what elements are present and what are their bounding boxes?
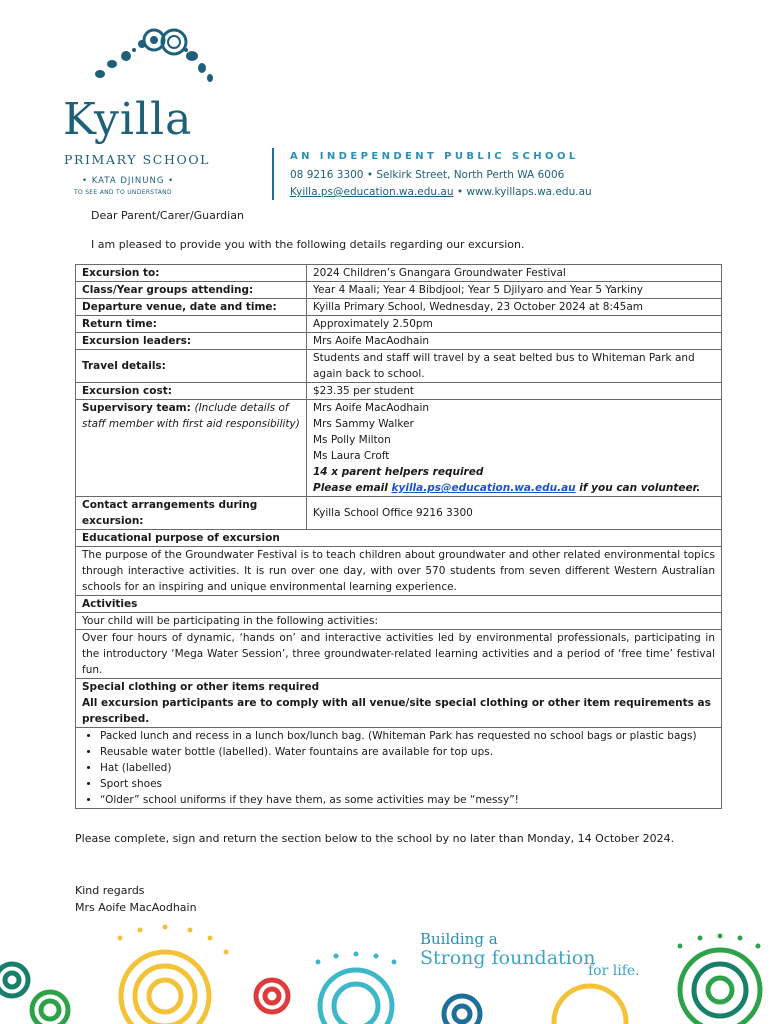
school-logo-artwork (82, 22, 222, 92)
section-body-row (76, 630, 722, 679)
row-label: Class/Year groups attending: (76, 282, 307, 299)
header-divider (272, 148, 274, 200)
row-label: Departure venue, date and time: (76, 299, 307, 316)
table-row (76, 383, 722, 400)
row-label: Travel details: (76, 350, 307, 383)
items-list (82, 728, 715, 808)
row-value (307, 400, 722, 497)
table-row (76, 282, 722, 299)
clothing-section (76, 679, 722, 728)
footer-slogan-line2: Strong foundation (420, 947, 596, 969)
volunteer-email-link[interactable]: kyilla.ps@education.wa.edu.au (391, 482, 576, 494)
row-label: Excursion to: (76, 265, 307, 282)
school-subtitle: PRIMARY SCHOOL (64, 152, 211, 167)
row-value: $23.35 per student (307, 383, 722, 400)
sign-off (75, 882, 197, 916)
table-row (76, 316, 722, 333)
volunteer-suffix: if you can volunteer. (575, 482, 701, 494)
footer-slogan-line3: for life. (588, 963, 640, 979)
section-body-row (76, 613, 722, 630)
volunteer-note (313, 480, 715, 496)
section-heading-row (76, 530, 722, 547)
list-item: • Hat (labelled) (100, 760, 715, 776)
school-tagline: TO SEE AND TO UNDERSTAND (74, 189, 172, 196)
row-value: Approximately 2.50pm (307, 316, 722, 333)
row-label (76, 400, 307, 497)
clothing-rule: All excursion participants are to comply with all venue/site special clothing or other item requirements as prescribed. (82, 697, 711, 725)
row-value: Mrs Aoife MacAodhain (307, 333, 722, 350)
edu-heading: Educational purpose of excursion (76, 530, 722, 547)
supervisory-label: Supervisory team: (82, 402, 191, 414)
school-name: Kyilla (63, 94, 193, 145)
school-contact-links (290, 186, 592, 198)
table-row (76, 333, 722, 350)
school-motto: • KATA DJINUNG • (82, 176, 175, 186)
table-row-supervisory (76, 400, 722, 497)
footer-slogan-line1: Building a (420, 930, 498, 948)
row-label: Return time: (76, 316, 307, 333)
team-member: Mrs Sammy Walker (313, 418, 414, 430)
team-member: Mrs Aoife MacAodhain (313, 402, 430, 414)
helpers-required: 14 x parent helpers required (313, 466, 484, 478)
supervisory-note: (Include details of staff member with first aid responsibility) (82, 402, 300, 430)
volunteer-prefix: Please email (313, 482, 392, 494)
excursion-details-table (75, 264, 722, 809)
list-item: • Reusable water bottle (labelled). Water fountains are available for top ups. (100, 744, 715, 760)
section-body-row (76, 728, 722, 809)
table-row (76, 265, 722, 282)
row-value: Kyilla School Office 9216 3300 (307, 497, 722, 530)
kind-regards: Kind regards (75, 884, 145, 897)
section-body-row (76, 547, 722, 596)
activities-text: Over four hours of dynamic, ‘hands on’ and interactive activities led by environmental professionals, participating in the introductory ‘Mega Water Session’, three groundwater-related learning activities and a period of ‘free time’ festival fun. (76, 630, 722, 679)
letter-greeting: Dear Parent/Carer/Guardian (91, 209, 244, 222)
contact-separator: • (453, 186, 467, 198)
row-label: Contact arrangements during excursion: (76, 497, 307, 530)
signatory: Mrs Aoife MacAodhain (75, 901, 197, 914)
team-member: Ms Polly Milton (313, 434, 391, 446)
letter-intro: I am pleased to provide you with the following details regarding our excursion. (91, 238, 525, 251)
section-heading-row (76, 596, 722, 613)
table-row (76, 350, 722, 383)
row-label: Excursion cost: (76, 383, 307, 400)
independent-school-label: AN INDEPENDENT PUBLIC SCHOOL (290, 151, 579, 162)
activities-intro: Your child will be participating in the following activities: (76, 613, 722, 630)
section-heading-row (76, 679, 722, 728)
footer-artwork (0, 918, 770, 1024)
row-value: Kyilla Primary School, Wednesday, 23 October 2024 at 8:45am (307, 299, 722, 316)
table-row (76, 299, 722, 316)
row-value: Year 4 Maali; Year 4 Bibdjool; Year 5 Djilyaro and Year 5 Yarkiny (307, 282, 722, 299)
items-cell (76, 728, 722, 809)
list-item: • “Older” school uniforms if they have them, as some activities may be “messy”! (100, 792, 715, 808)
edu-text: The purpose of the Groundwater Festival is to teach children about groundwater and other related environmental topics through interactive activities. It is run over one day, with over 570 students from seven different Western Australian schools for an inspiring and unique environmental learning experience. (76, 547, 722, 596)
list-item: • Packed lunch and recess in a lunch box/lunch bag. (Whiteman Park has requested no school bags or plastic bags) (100, 728, 715, 744)
row-label: Excursion leaders: (76, 333, 307, 350)
list-item: • Sport shoes (100, 776, 715, 792)
team-member: Ms Laura Croft (313, 450, 390, 462)
table-row (76, 497, 722, 530)
clothing-heading: Special clothing or other items required (82, 681, 320, 693)
row-value: 2024 Children’s Gnangara Groundwater Festival (307, 265, 722, 282)
school-email-link[interactable]: Kyilla.ps@education.wa.edu.au (290, 186, 454, 198)
row-value: Students and staff will travel by a seat belted bus to Whiteman Park and again back to school. (307, 350, 722, 383)
activities-heading: Activities (76, 596, 722, 613)
closing-instruction: Please complete, sign and return the section below to the school by no later than Monday, 14 October 2024. (75, 832, 675, 845)
school-address: 08 9216 3300 • Selkirk Street, North Perth WA 6006 (290, 169, 565, 181)
school-website-link[interactable]: www.kyillaps.wa.edu.au (466, 186, 592, 198)
